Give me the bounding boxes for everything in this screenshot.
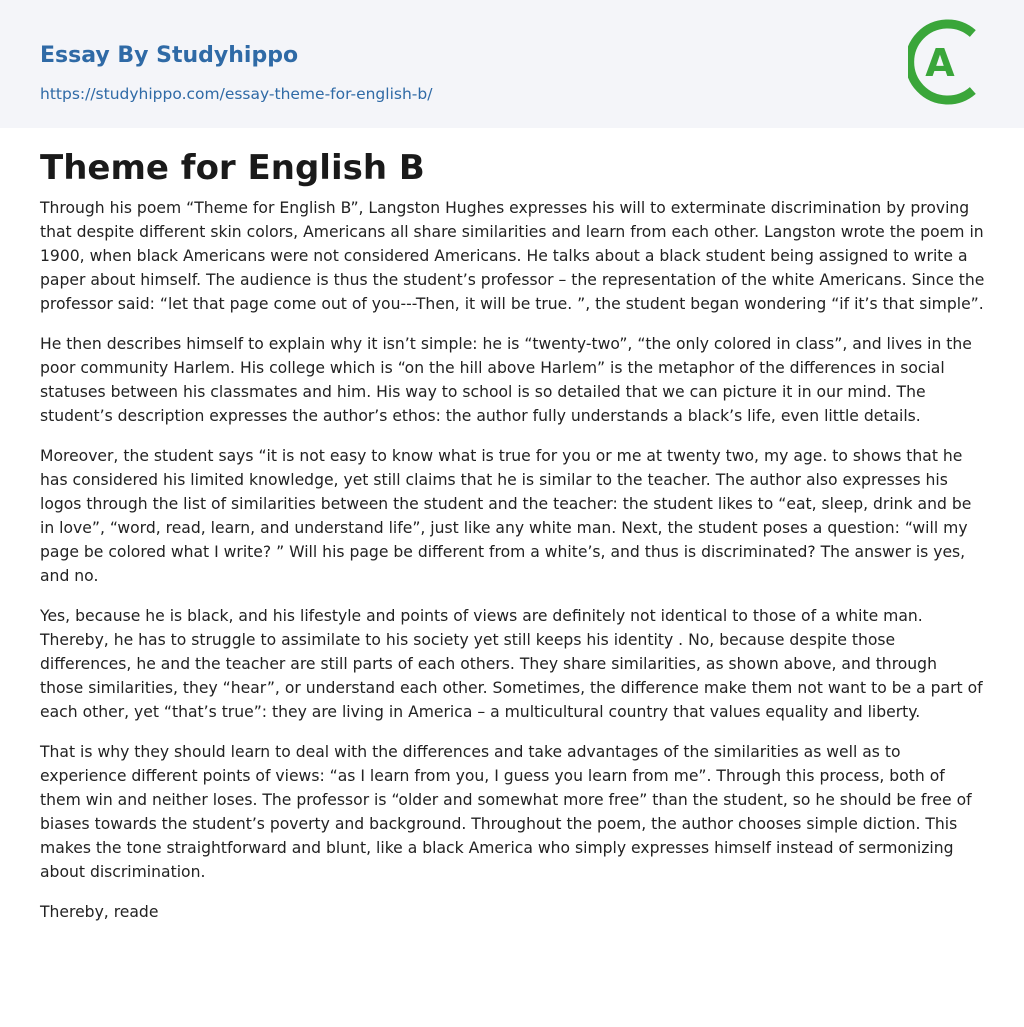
logo-letter: A: [925, 41, 955, 85]
essay-url-link[interactable]: https://studyhippo.com/essay-theme-for-english-b/: [40, 85, 433, 103]
essay-content: [40, 146, 985, 940]
essay-paragraph: Yes, because he is black, and his lifestyle and points of views are definitely not identical to those of a white man. Thereby, he has to struggle to assimilate to his society yet still keeps his identity . No, because despite those differences, he and the teacher are still parts of each others. They share similarities, as shown above, and through those similarities, they “hear”, or understand each other. Sometimes, the difference make them not want to be a part of each other, yet “that’s true”: they are living in America – a multicultural country that values equality and liberty.: [40, 607, 983, 721]
site-header: [0, 0, 1024, 128]
essay-paragraph: Thereby, reade: [40, 903, 159, 921]
essay-title: Theme for English B: [40, 148, 425, 188]
essay-paragraph: Moreover, the student says “it is not easy to know what is true for you or me at twenty two, my age. to shows that he has considered his limited knowledge, yet still claims that he is similar to the teacher. The author also expresses his logos through the list of similarities between the student and the teacher: the student likes to “eat, sleep, drink and be in love”, “word, read, learn, and understand life”, just like any white man. Next, the student poses a question: “will my page be colored what I write? ” Will his page be different from a white’s, and thus is discriminated? The answer is yes, and no.: [40, 447, 972, 585]
studyhippo-logo-icon[interactable]: [908, 18, 988, 106]
essay-paragraph: That is why they should learn to deal with the differences and take advantages of the similarities as well as to experience different points of views: “as I learn from you, I guess you learn from me”. Through this process, both of them win and neither loses. The professor is “older and somewhat more free” than the student, so he should be free of biases towards the student’s poverty and background. Throughout the poem, the author chooses simple diction. This makes the tone straightforward and blunt, like a black America who simply expresses himself instead of sermonizing about discrimination.: [40, 743, 972, 881]
essay-paragraph: He then describes himself to explain why it isn’t simple: he is “twenty-two”, “the only colored in class”, and lives in the poor community Harlem. His college which is “on the hill above Harlem” is the metaphor of the differences in social statuses between his classmates and him. His way to school is so detailed that we can picture it in our mind. The student’s description expresses the author’s ethos: the author fully understands a black’s life, even little details.: [40, 335, 972, 425]
site-brand[interactable]: Essay By Studyhippo: [40, 43, 299, 68]
essay-paragraph: Through his poem “Theme for English B”, Langston Hughes expresses his will to exterminate discrimination by proving that despite different skin colors, Americans all share similarities and learn from each other. Langston wrote the poem in 1900, when black Americans were not considered Americans. He talks about a black student being assigned to write a paper about himself. The audience is thus the student’s professor – the representation of the white Americans. Since the professor said: “let that page come out of you---Then, it will be true. ”, the student began wondering “if it’s that simple”.: [40, 199, 985, 313]
